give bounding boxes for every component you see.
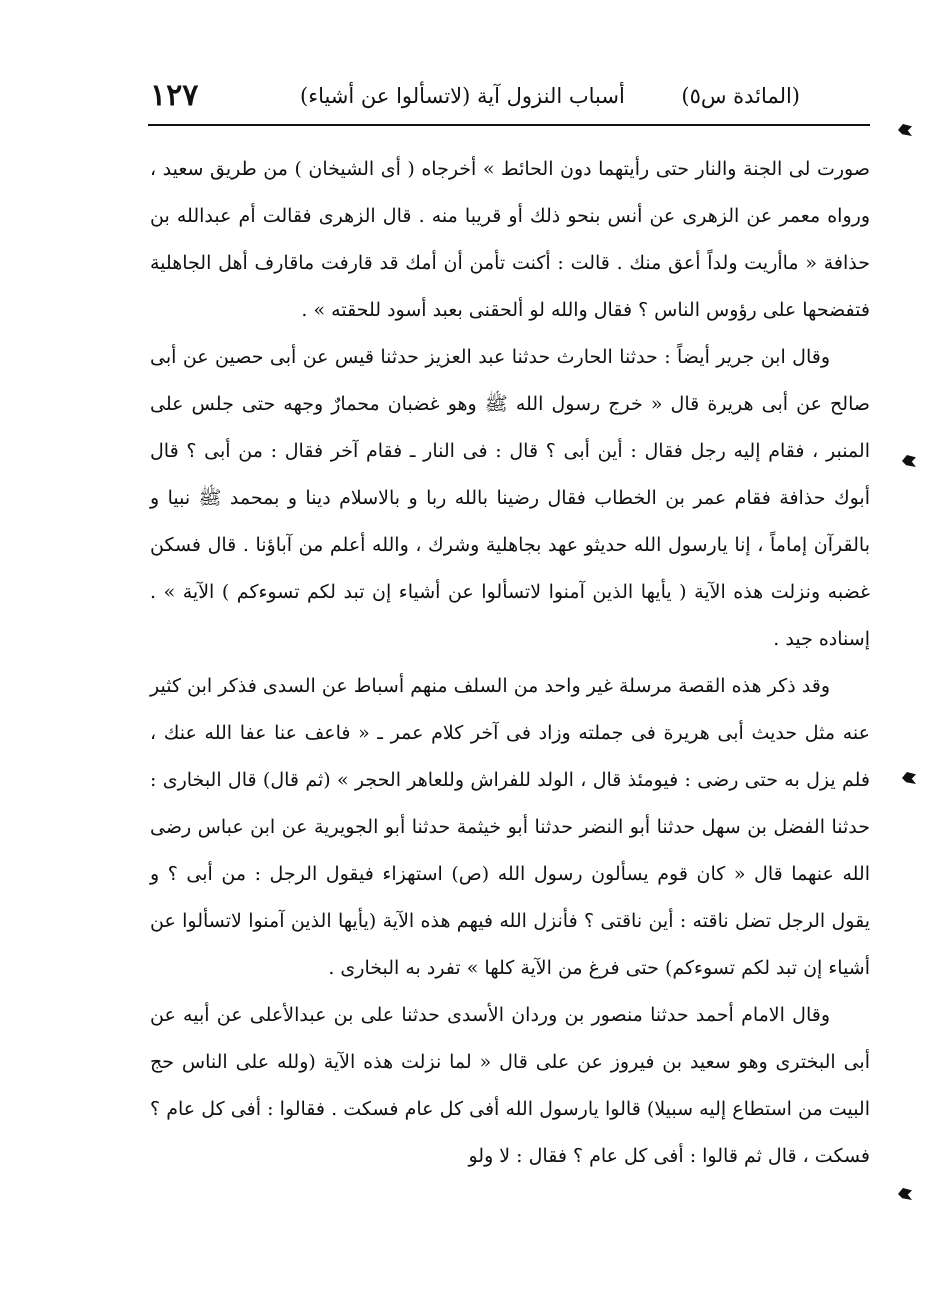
- running-title: أسباب النزول آية (لاتسألوا عن أشياء): [300, 84, 625, 108]
- margin-ink-mark: [902, 772, 916, 784]
- page-header: [150, 78, 800, 122]
- paragraph-4: وقال الامام أحمد حدثنا منصور بن وردان الأسدى حدثنا على بن عبدالأعلى عن أبيه عن أبى البخترى وهو سعيد بن فيروز عن على قال « لما نزلت هذه الآية (ولله على الناس حج البيت من استطاع إليه سبيلا) قالوا يارسول الله أفى كل عام فسكت . فقالوا : أفى كل عام ؟ فسكت ، قال ثم قالوا : أفى كل عام ؟ فقال : لا ولو: [150, 1004, 870, 1167]
- margin-ink-mark: [898, 1188, 912, 1200]
- paragraph-3: وقد ذكر هذه القصة مرسلة غير واحد من السلف منهم أسباط عن السدى فذكر ابن كثير عنه مثل حديث أبى هريرة فى جملته وزاد فى آخر كلام عمر ـ « فاعف عنا عفا الله عنك ، فلم يزل به حتى رضى : فيومئذ قال ، الولد للفراش وللعاهر الحجر » (ثم قال) قال البخارى : حدثنا الفضل بن سهل حدثنا أبو النضر حدثنا أبو خيثمة حدثنا أبو الجويرية عن ابن عباس رضى الله عنهما قال « كان قوم يسألون رسول الله (ص) استهزاء فيقول الرجل : من أبى ؟ و يقول الرجل تضل ناقته : أين ناقتى ؟ فأنزل الله فيهم هذه الآية (يأيها الذين آمنوا لاتسألوا عن أشياء إن تبد لكم تسوءكم) حتى فرغ من الآية كلها » تفرد به البخارى .: [150, 675, 870, 979]
- margin-ink-mark: [898, 124, 912, 136]
- surah-reference: (المائدة س٥): [681, 84, 800, 108]
- main-text: [150, 146, 870, 1180]
- header-rule: [148, 124, 870, 126]
- paragraph-2: وقال ابن جرير أيضاً : حدثنا الحارث حدثنا عبد العزيز حدثنا قيس عن أبى حصين عن أبى صالح عن أبى هريرة قال « خرج رسول الله ﷺ وهو غضبان محمارٌ وجهه حتى جلس على المنبر ، فقام إليه رجل فقال : أين أبى ؟ قال : فى النار ـ فقام آخر فقال : من أبى ؟ قال أبوك حذافة فقام عمر بن الخطاب فقال رضينا بالله ربا و بالاسلام دينا و بمحمد ﷺ نبيا و بالقرآن إماماً ، إنا يارسول الله حديثو عهد بجاهلية وشرك ، والله أعلم من آباؤنا . قال فسكن غضبه ونزلت هذه الآية ( يأيها الذين آمنوا لاتسألوا عن أشياء إن تبد لكم تسوءكم ) الآية » . إسناده جيد .: [150, 346, 870, 650]
- paragraph-1: صورت لى الجنة والنار حتى رأيتهما دون الحائط » أخرجاه ( أى الشيخان ) من طريق سعيد ، ورواه معمر عن الزهرى عن أنس بنحو ذلك أو قريبا منه . قال الزهرى فقالت أم عبدالله بن حذافة « ماأريت ولداً أعق منك . قالت : أكنت تأمن أن أمك قد قارفت ماقارف أهل الجاهلية فتفضحها على رؤوس الناس ؟ فقال والله لو ألحقنى بعبد أسود للحقته » .: [150, 158, 870, 321]
- page-number: ١٢٧: [150, 78, 199, 113]
- margin-ink-mark: [902, 455, 916, 467]
